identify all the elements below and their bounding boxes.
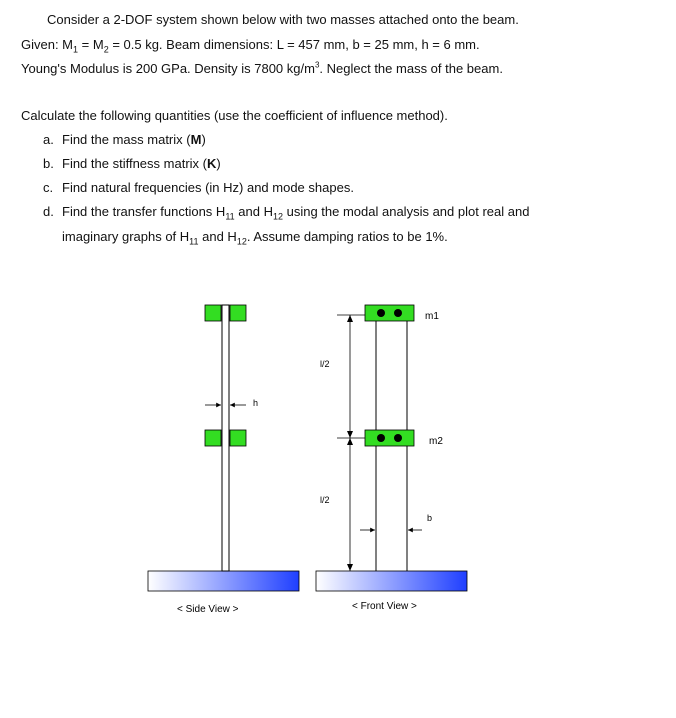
mid-arrowhead-down [347, 438, 353, 445]
h-label: h [253, 398, 259, 408]
front-view-label: < Front View > [352, 601, 417, 612]
side-beam [222, 305, 229, 571]
item-c-marker: c. [43, 180, 54, 195]
side-mass-1-left [205, 305, 221, 321]
mid-arrowhead-up [347, 431, 353, 438]
item-d-l1-pre: Find the transfer functions H [62, 204, 226, 219]
mass-1-dot-left [377, 309, 385, 317]
item-b-pre: Find the stiffness matrix ( [62, 156, 207, 171]
side-mass-1-right [230, 305, 246, 321]
item-a-bold: M [190, 132, 202, 147]
item-a-post: ) [201, 132, 206, 147]
side-mass-2-left [205, 430, 221, 446]
h12-subscript: 12 [272, 211, 283, 222]
side-view [148, 305, 299, 615]
cubic-superscript: 3 [314, 60, 320, 70]
side-view-label: < Side View > [177, 604, 239, 615]
item-b-bold: K [206, 156, 217, 171]
item-d-l2-post: . Assume damping ratios to be 1%. [246, 229, 448, 244]
item-d-l2-pre: imaginary graphs of H [62, 229, 190, 244]
item-d-l1-mid: and H [234, 204, 273, 219]
top-arrowhead [347, 315, 353, 322]
item-a-pre: Find the mass matrix ( [62, 132, 191, 147]
m1-label: m1 [425, 311, 439, 322]
given-rest: = 0.5 kg. Beam dimensions: L = 457 mm, b = 25 mm, h = 6 mm. [108, 37, 480, 52]
item-d-l2-mid: and H [198, 229, 237, 244]
item-c-text: Find natural frequencies (in Hz) and mode shapes. [62, 180, 354, 195]
youngs-text: Young's Modulus is 200 GPa. Density is 7800 kg/m [21, 61, 315, 76]
l2-bottom-label: l/2 [320, 495, 330, 505]
front-mass-2 [365, 430, 414, 446]
item-b-marker: b. [43, 156, 54, 171]
instruction-text: Calculate the following quantities (use the coefficient of influence method). [21, 108, 448, 123]
m2-label: m2 [429, 436, 443, 447]
front-base [316, 571, 467, 591]
item-b-post: ) [216, 156, 221, 171]
front-view [316, 305, 467, 612]
b-label: b [427, 513, 433, 523]
problem-line-1: Consider a 2-DOF system shown below with two masses attached onto the beam. [47, 12, 519, 27]
neglect-text: . Neglect the mass of the beam. [319, 61, 503, 76]
m1-subscript: 1 [73, 44, 79, 55]
l2-top-label: l/2 [320, 359, 330, 369]
equals-text: = M [78, 37, 104, 52]
m2-subscript: 2 [103, 44, 109, 55]
side-mass-2-right [230, 430, 246, 446]
item-a-marker: a. [43, 132, 54, 147]
h11-subscript: 11 [225, 211, 235, 222]
mass-2-dot-left [377, 434, 385, 442]
front-mass-1 [365, 305, 414, 321]
h12-subscript-2: 12 [236, 236, 247, 247]
h11-subscript-2: 11 [189, 236, 199, 247]
given-label: Given: M [21, 37, 74, 52]
item-d-marker: d. [43, 204, 54, 219]
mass-2-dot-right [394, 434, 402, 442]
bottom-arrowhead [347, 564, 353, 571]
item-d-l1-post: using the modal analysis and plot real and [282, 204, 530, 219]
side-base [148, 571, 299, 591]
mass-1-dot-right [394, 309, 402, 317]
